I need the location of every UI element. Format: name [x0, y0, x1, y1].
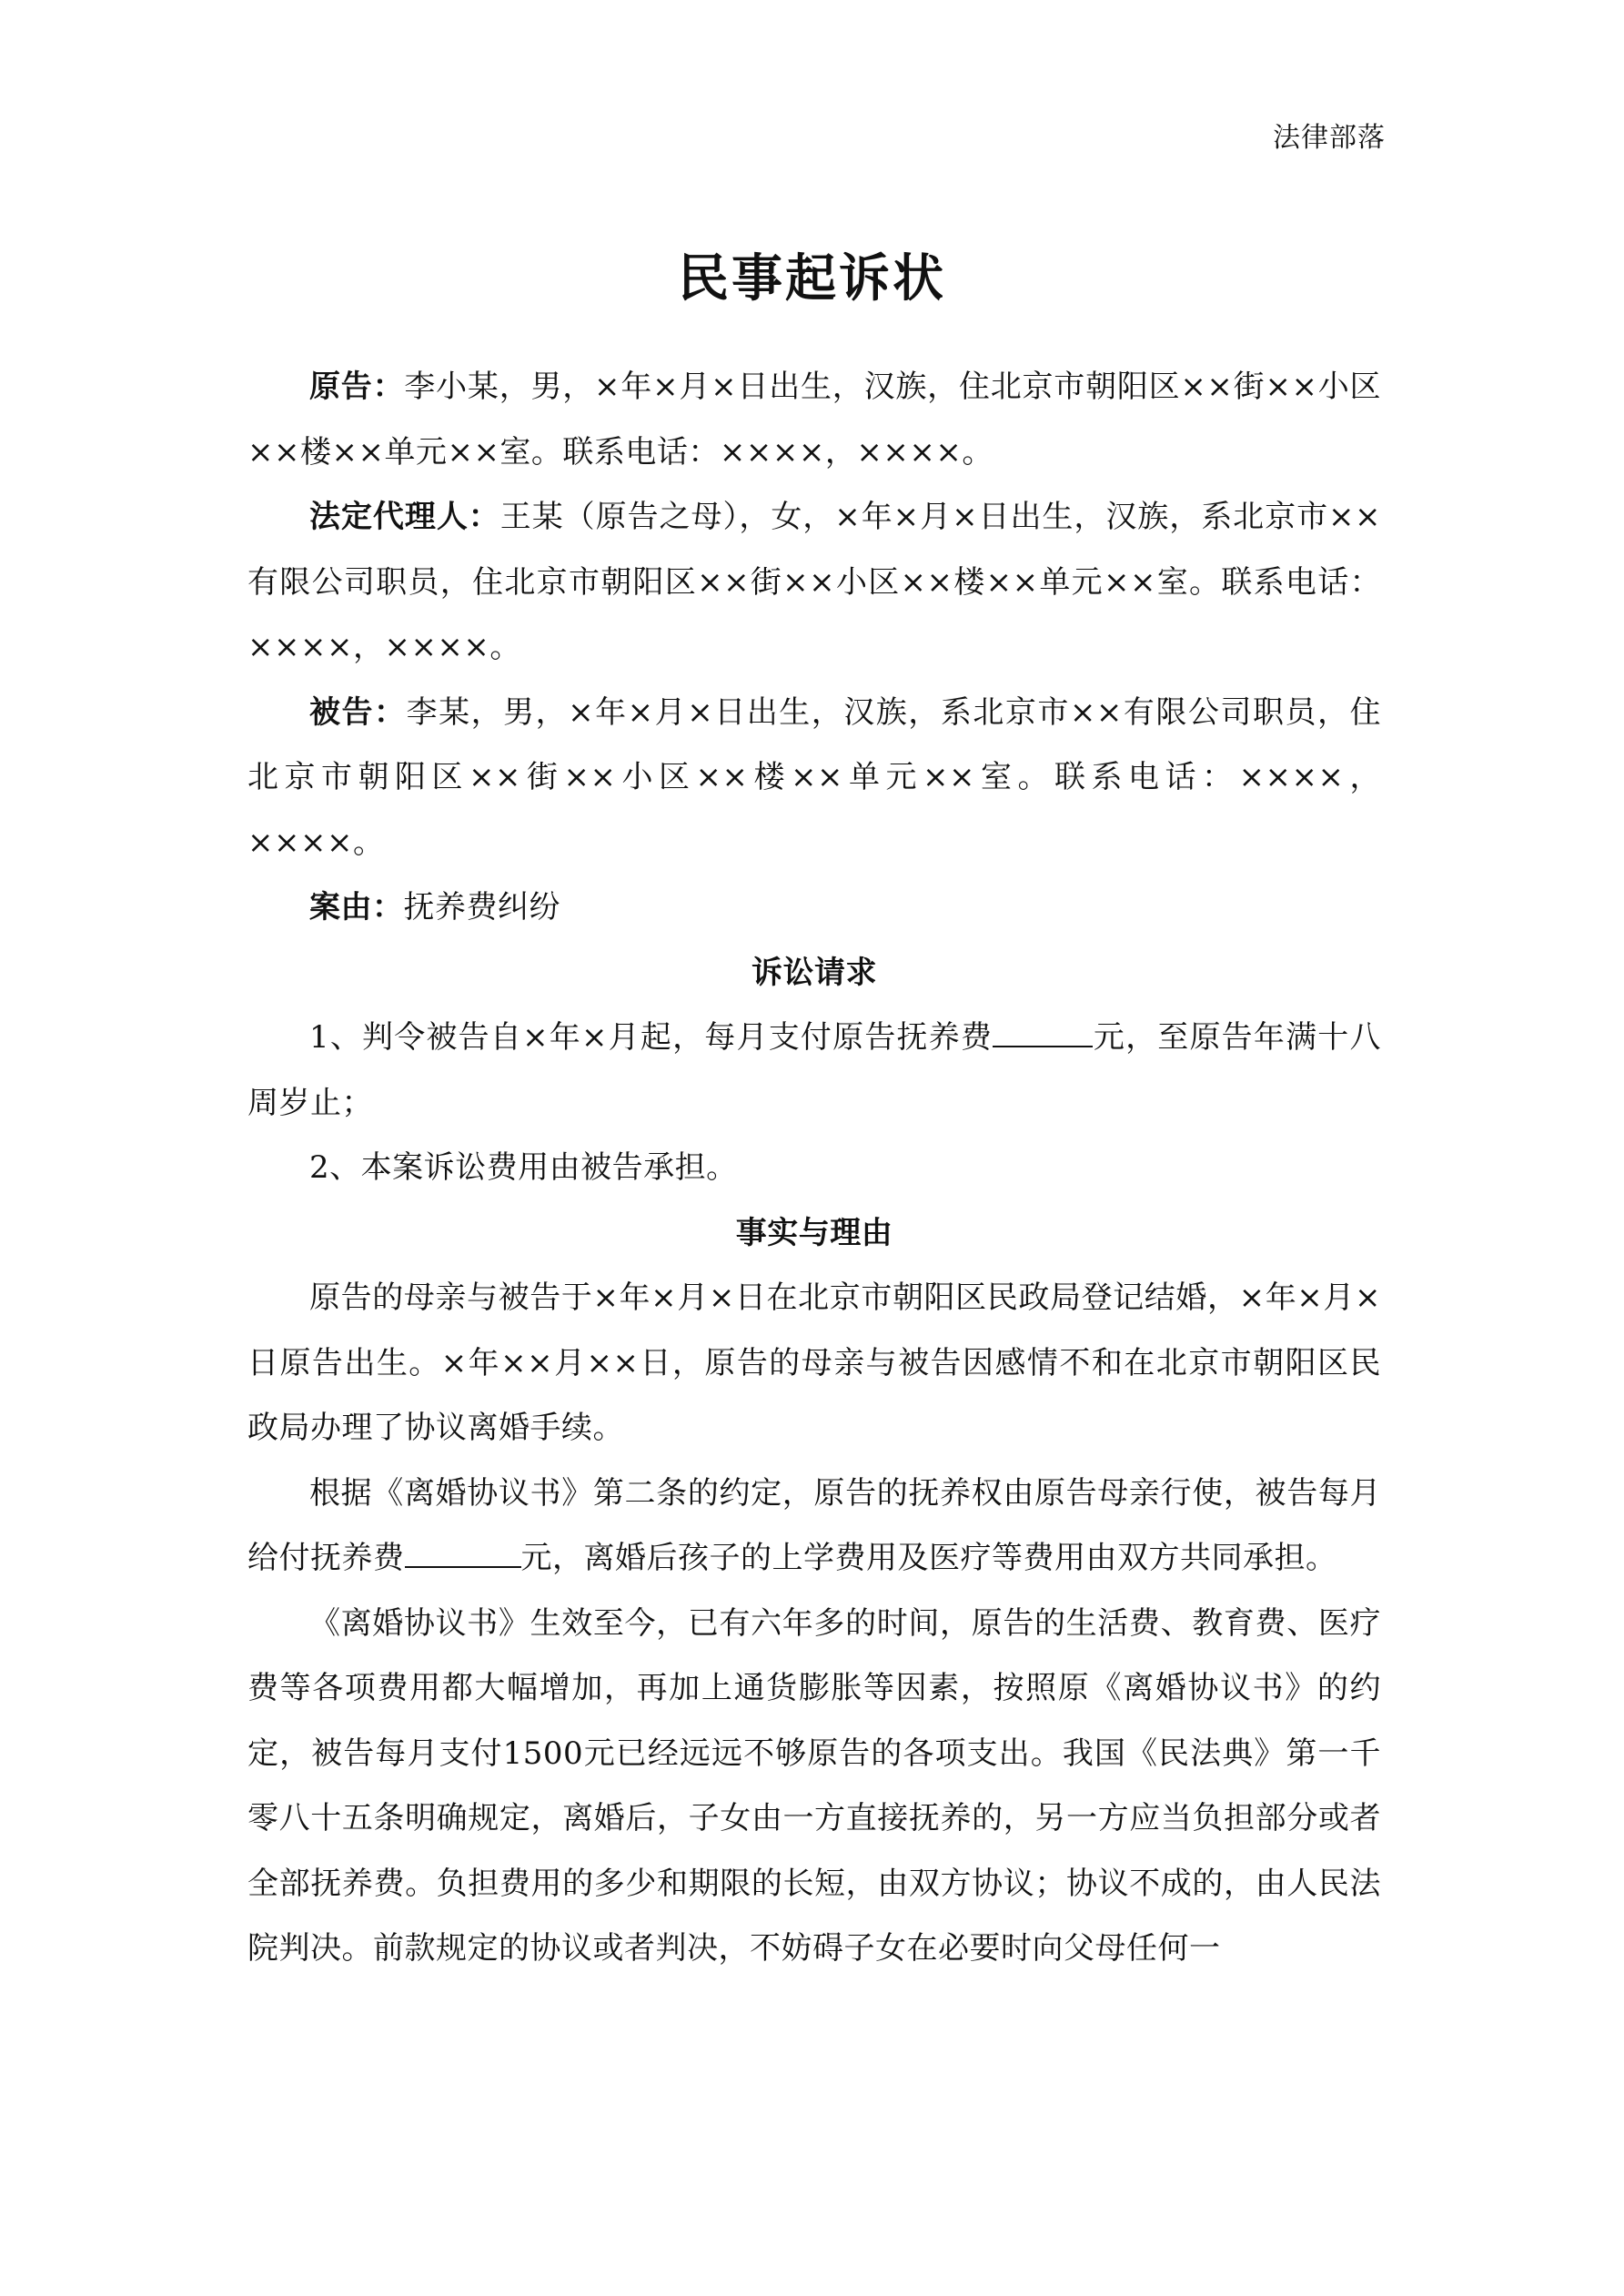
plaintiff-text: 李小某，男，×年×月×日出生，汉族，住北京市朝阳区××街××小区××楼××单元××室。联系电话：××××，××××。	[247, 369, 1382, 470]
facts-paragraph-2-after: 元，离婚后孩子的上学费用及医疗等费用由双方共同承担。	[520, 1540, 1337, 1576]
claims-heading: 诉讼请求	[751, 954, 877, 991]
plaintiff-label: 原告：	[309, 369, 405, 405]
cause-label: 案由：	[309, 889, 404, 925]
claim-item-2: 2、本案诉讼费用由被告承担。	[309, 1149, 738, 1186]
amount-blank	[993, 1015, 1093, 1047]
claim-item-1-before: 1、判令被告自×年×月起，每月支付原告抚养费	[309, 1019, 994, 1056]
facts-paragraph-2-before: 根据《离婚协议书》第二条的约定，原告的抚养权由原告母亲行使，被告每月给付抚养费	[247, 1474, 1381, 1576]
defendant-paragraph	[247, 681, 1381, 876]
header-source: 法律部落	[1273, 122, 1386, 154]
cause-text: 抚养费纠纷	[403, 889, 560, 925]
cause-paragraph	[247, 875, 1381, 941]
amount-blank	[405, 1535, 521, 1568]
page-title: 民事起诉状	[678, 248, 946, 308]
legal-rep-label: 法定代理人：	[309, 499, 500, 535]
facts-paragraph-1: 原告的母亲与被告于×年×月×日在北京市朝阳区民政局登记结婚，×年×月×日原告出生。×年××月××日，原告的母亲与被告因感情不和在北京市朝阳区民政局办理了协议离婚手续。	[247, 1279, 1381, 1446]
legal-rep-text: 王某（原告之母），女，×年×月×日出生，汉族，系北京市××有限公司职员，住北京市朝阳区××街××小区××楼××单元××室。联系电话：××××，××××。	[247, 499, 1382, 665]
defendant-text: 李某，男，×年×月×日出生，汉族，系北京市××有限公司职员，住北京市朝阳区××街××小区××楼××单元××室。联系电话：××××，××××。	[247, 693, 1381, 861]
claim-item-1-after: 元，至原告年满十八周岁止；	[247, 1019, 1382, 1121]
legal-rep-paragraph	[247, 485, 1381, 681]
facts-paragraph-2	[247, 1462, 1381, 1592]
document-body	[247, 355, 1381, 1982]
defendant-label: 被告：	[309, 693, 407, 731]
claim-item-1	[247, 1006, 1381, 1136]
facts-heading: 事实与理由	[735, 1214, 893, 1251]
plaintiff-paragraph	[247, 355, 1381, 485]
facts-paragraph-3: 《离婚协议书》生效至今，已有六年多的时间，原告的生活费、教育费、医疗费等各项费用都大幅增加，再加上通货膨胀等因素，按照原《离婚协议书》的约定，被告每月支付1500元已经远远不够原告的各项支出。我国《民法典》第一千零八十五条明确规定，离婚后，子女由一方直接抚养的，另一方应当负担部分或者全部抚养费。负担费用的多少和期限的长短，由双方协议；协议不成的，由人民法院判决。前款规定的协议或者判决，不妨碍子女在必要时向父母任何一	[247, 1604, 1381, 1967]
